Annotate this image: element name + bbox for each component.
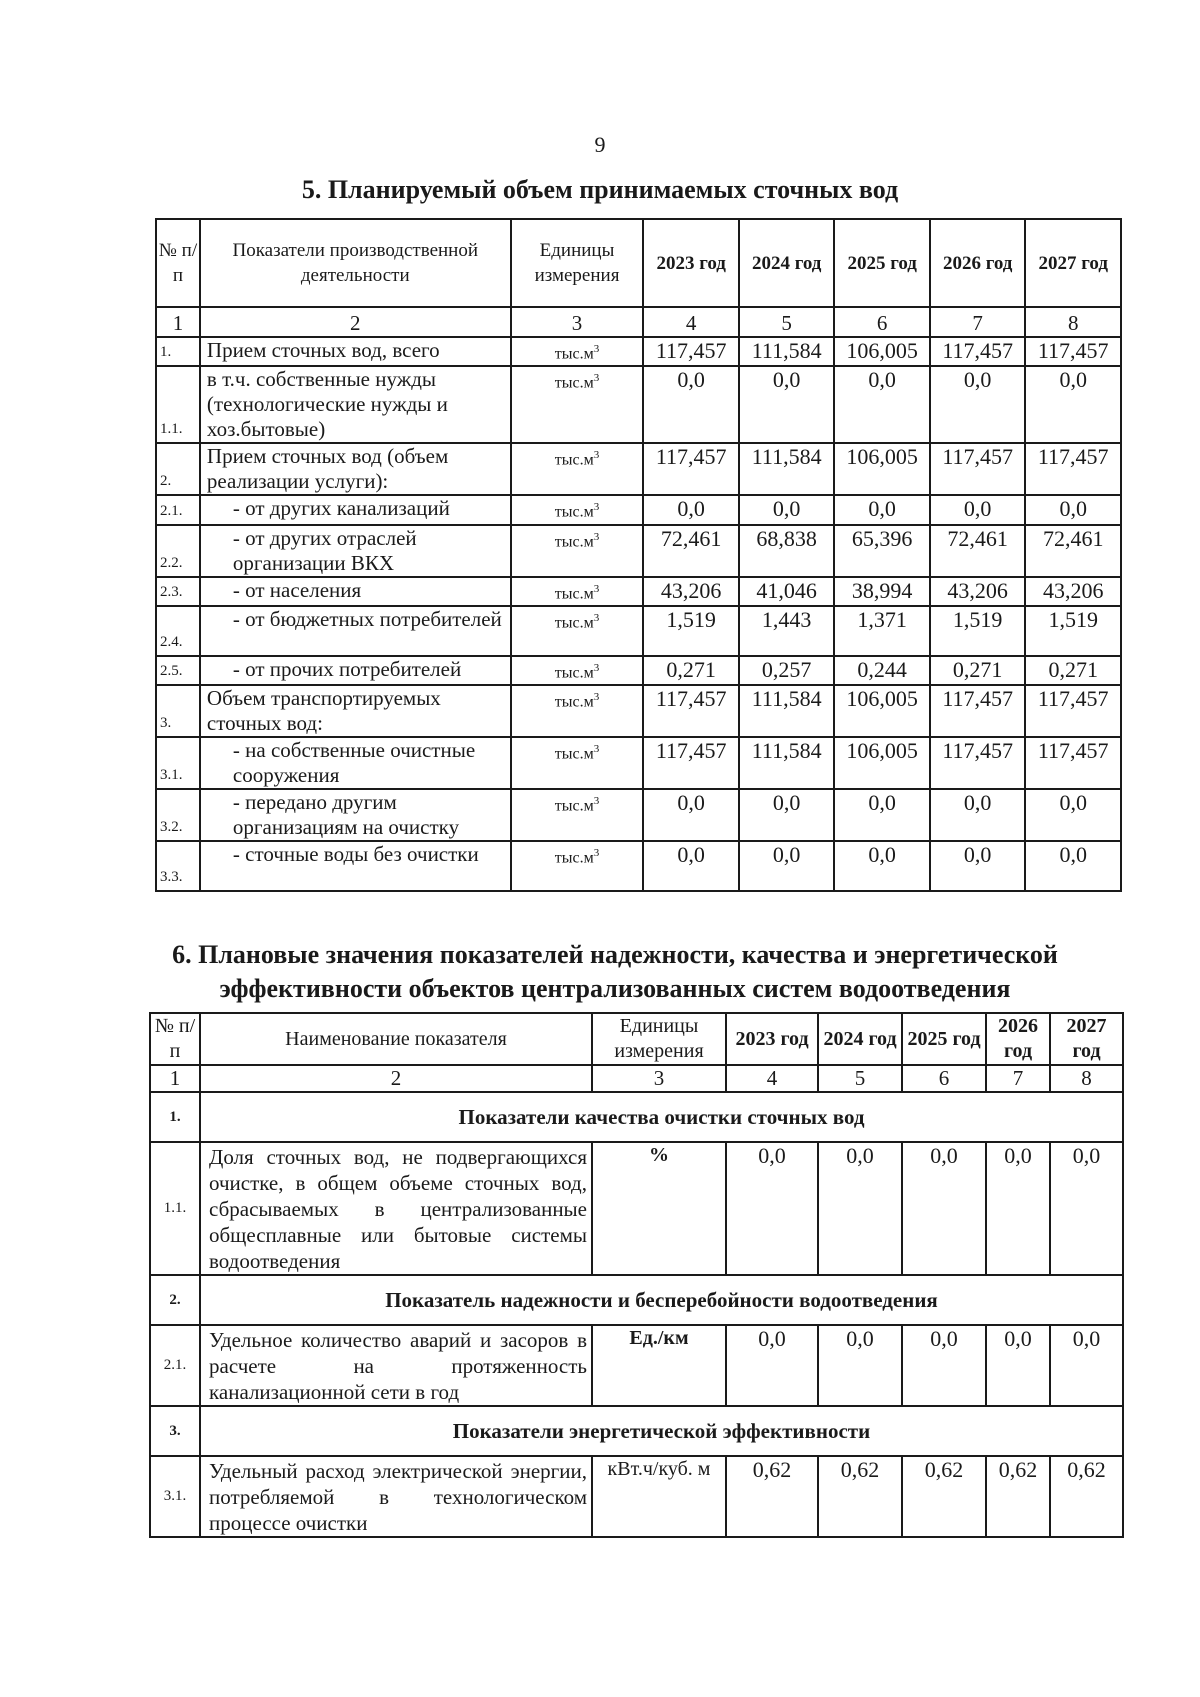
unit-superscript: 3 [593,691,600,704]
row-value: 1,371 [834,606,930,656]
row-indicator: Объем транспортируемых сточных вод: [200,685,511,737]
unit-base: тыс.м [554,614,594,632]
unit-superscript: 3 [593,530,600,543]
row-value: 0,0 [739,789,835,841]
row-value: 111,584 [739,337,835,366]
header-indicator: Показатели производственной деятельности [200,219,511,307]
header-year: 2025 год [902,1013,986,1065]
row-value: 1,443 [739,606,835,656]
row-value: 0,0 [902,1142,986,1275]
unit-base: тыс.м [554,532,594,550]
row-value: 72,461 [1025,525,1121,577]
column-number: 3 [511,307,644,337]
row-unit [511,495,644,524]
table-row [156,577,1121,606]
row-value: 72,461 [643,525,739,577]
row-indicator: - сточные воды без очистки [200,841,511,891]
unit-superscript: 3 [593,743,600,756]
row-value: 0,0 [643,495,739,524]
row-unit [511,656,644,685]
row-number: 1.1. [150,1142,200,1275]
row-value: 117,457 [1025,337,1121,366]
row-unit [511,337,644,366]
row-value: 0,0 [1025,366,1121,443]
row-number: 2.1. [150,1325,200,1406]
column-number: 5 [739,307,835,337]
row-value: 117,457 [643,337,739,366]
section5-title: 5. Планируемый объем принимаемых сточных вод [301,175,899,204]
row-value: 0,62 [1050,1456,1123,1537]
unit-superscript: 3 [593,611,600,624]
row-value: 0,62 [902,1456,986,1537]
row-indicator: Удельное количество аварий и засоров в расчете на протяженность канализационной сети в год [200,1325,592,1406]
row-value: 65,396 [834,525,930,577]
row-value: 0,0 [739,495,835,524]
row-number: 3.1. [156,737,200,789]
row-number: 3. [156,685,200,737]
row-value: 117,457 [1025,443,1121,495]
section-row [150,1092,1123,1142]
row-indicator: Прием сточных вод, всего [200,337,511,366]
row-value: 0,0 [1025,841,1121,891]
column-number: 8 [1025,307,1121,337]
section-number: 3. [150,1406,200,1456]
section-row [150,1406,1123,1456]
row-value: 117,457 [930,737,1026,789]
row-unit [511,577,644,606]
row-number: 2.4. [156,606,200,656]
column-number: 7 [986,1065,1050,1092]
row-value: 0,0 [834,789,930,841]
row-number: 2.1. [156,495,200,524]
unit-superscript: 3 [593,343,600,355]
page-number: 9 [594,132,606,157]
unit-base: тыс.м [554,503,594,521]
column-number: 6 [834,307,930,337]
row-value: 106,005 [834,737,930,789]
row-value: 0,271 [1025,656,1121,685]
column-number: 4 [726,1065,818,1092]
row-value: 0,0 [739,841,835,891]
header-unit: Единицы измерения [511,219,644,307]
row-value: 1,519 [1025,606,1121,656]
row-value: 0,0 [986,1142,1050,1275]
unit-base: тыс.м [554,849,594,867]
row-value: 0,0 [930,841,1026,891]
unit-base: тыс.м [554,664,594,682]
row-unit [511,737,644,789]
row-unit [511,525,644,577]
row-value: 111,584 [739,443,835,495]
table-header-row [150,1013,1123,1065]
column-number: 2 [200,1065,592,1092]
unit-superscript: 3 [593,661,600,674]
row-value: 38,994 [834,577,930,606]
header-year: 2027 год [1050,1013,1123,1065]
header-year: 2026 год [986,1013,1050,1065]
table-row [156,685,1121,737]
table-header-row [156,219,1121,307]
row-value: 117,457 [930,443,1026,495]
row-indicator: - от других отраслей организации ВКХ [200,525,511,577]
unit-base: тыс.м [554,584,594,602]
unit-superscript: 3 [593,501,600,514]
row-value: 43,206 [643,577,739,606]
row-unit [511,366,644,443]
row-value: 41,046 [739,577,835,606]
row-number: 3.3. [156,841,200,891]
section-number: 2. [150,1275,200,1325]
row-number: 1.1. [156,366,200,443]
row-value: 0,0 [1025,789,1121,841]
header-year: 2025 год [834,219,930,307]
header-num: № п/п [150,1013,200,1065]
unit-superscript: 3 [593,795,600,808]
unit-superscript: 3 [593,449,600,462]
row-value: 0,62 [986,1456,1050,1537]
unit-superscript: 3 [593,847,600,860]
row-value: 0,271 [930,656,1026,685]
table-row [156,606,1121,656]
row-value: 117,457 [930,337,1026,366]
row-value: 0,0 [726,1142,818,1275]
unit-base: тыс.м [554,374,594,392]
header-year: 2023 год [643,219,739,307]
table-row [156,366,1121,443]
row-value: 117,457 [930,685,1026,737]
section-title: Показатели качества очистки сточных вод [200,1092,1123,1142]
section-title: Показатель надежности и бесперебойности водоотведения [200,1275,1123,1325]
table-row [150,1142,1123,1275]
row-value: 0,257 [739,656,835,685]
row-value: 117,457 [643,737,739,789]
column-number: 1 [150,1065,200,1092]
unit-base: тыс.м [554,693,594,711]
row-indicator: в т.ч. собственные нужды (технологические нужды и хоз.бытовые) [200,366,511,443]
row-indicator: - от населения [200,577,511,606]
row-indicator: Прием сточных вод (объем реализации услуги): [200,443,511,495]
row-value: 117,457 [643,685,739,737]
table-row [156,789,1121,841]
row-value: 0,0 [986,1325,1050,1406]
table-row [156,841,1121,891]
unit-base: тыс.м [554,797,594,815]
row-value: 0,0 [834,366,930,443]
row-value: 106,005 [834,685,930,737]
header-year: 2026 год [930,219,1026,307]
column-number: 2 [200,307,511,337]
row-number: 2.2. [156,525,200,577]
unit-base: тыс.м [554,451,594,469]
table-row [156,525,1121,577]
header-year: 2027 год [1025,219,1121,307]
row-number: 3.1. [150,1456,200,1537]
row-value: 0,0 [1050,1325,1123,1406]
row-unit [511,606,644,656]
column-number: 7 [930,307,1026,337]
row-indicator: - от бюджетных потребителей [200,606,511,656]
unit-superscript: 3 [593,582,600,595]
column-number-row [150,1065,1123,1092]
row-unit [511,789,644,841]
table-row [156,495,1121,524]
section6-title: 6. Плановые значения показателей надежности, качества и энергетической эффективности объектов централизованных систем водоотведения [172,940,1058,1003]
row-number: 2.5. [156,656,200,685]
row-value: 0,0 [726,1325,818,1406]
row-value: 0,0 [818,1325,902,1406]
row-value: 1,519 [930,606,1026,656]
row-value: 0,0 [739,366,835,443]
header-year: 2024 год [818,1013,902,1065]
row-indicator: - передано другим организациям на очистку [200,789,511,841]
row-value: 0,0 [643,366,739,443]
header-indicator: Наименование показателя [200,1013,592,1065]
row-value: 0,0 [930,366,1026,443]
header-year: 2023 год [726,1013,818,1065]
section-number: 1. [150,1092,200,1142]
row-value: 0,62 [726,1456,818,1537]
row-value: 0,0 [1050,1142,1123,1275]
column-number: 6 [902,1065,986,1092]
row-value: 117,457 [1025,685,1121,737]
row-indicator: Удельный расход электрической энергии, потребляемой в технологическом процессе очистки [200,1456,592,1537]
row-value: 0,0 [643,789,739,841]
row-value: 1,519 [643,606,739,656]
row-unit [511,443,644,495]
reliability-indicators-table [149,1012,1124,1538]
row-value: 106,005 [834,443,930,495]
row-value: 0,0 [834,495,930,524]
row-value: 111,584 [739,685,835,737]
column-number-row [156,307,1121,337]
row-value: 0,271 [643,656,739,685]
table-row [156,737,1121,789]
row-value: 0,0 [1025,495,1121,524]
row-unit [511,685,644,737]
row-value: 0,0 [930,789,1026,841]
header-unit: Единицы измерения [592,1013,726,1065]
table-row [156,337,1121,366]
unit-base: тыс.м [554,745,594,763]
row-value: 106,005 [834,337,930,366]
table-row [156,443,1121,495]
column-number: 8 [1050,1065,1123,1092]
column-number: 4 [643,307,739,337]
row-number: 1. [156,337,200,366]
header-num: № п/п [156,219,200,307]
row-value: 117,457 [643,443,739,495]
row-value: 117,457 [1025,737,1121,789]
header-year: 2024 год [739,219,835,307]
column-number: 1 [156,307,200,337]
wastewater-volume-table [155,218,1122,892]
row-value: 0,0 [643,841,739,891]
row-number: 2. [156,443,200,495]
row-value: 0,244 [834,656,930,685]
table-row [156,656,1121,685]
table-row [150,1456,1123,1537]
row-unit: % [592,1142,726,1275]
row-value: 111,584 [739,737,835,789]
column-number: 3 [592,1065,726,1092]
section-title: Показатели энергетической эффективности [200,1406,1123,1456]
row-unit: кВт.ч/куб. м [592,1456,726,1537]
row-value: 0,0 [930,495,1026,524]
section-row [150,1275,1123,1325]
row-value: 43,206 [1025,577,1121,606]
row-value: 68,838 [739,525,835,577]
row-value: 0,0 [834,841,930,891]
row-indicator: Доля сточных вод, не подвергающихся очистке, в общем объеме сточных вод, сбрасываемых в централизованные общесплавные или бытовые системы водоотведения [200,1142,592,1275]
column-number: 5 [818,1065,902,1092]
row-unit [511,841,644,891]
unit-superscript: 3 [593,372,600,385]
row-value: 0,62 [818,1456,902,1537]
row-indicator: - на собственные очистные сооружения [200,737,511,789]
table-row [150,1325,1123,1406]
row-indicator: - от прочих потребителей [200,656,511,685]
row-value: 72,461 [930,525,1026,577]
row-value: 43,206 [930,577,1026,606]
row-value: 0,0 [818,1142,902,1275]
row-number: 3.2. [156,789,200,841]
row-value: 0,0 [902,1325,986,1406]
row-indicator: - от других канализаций [200,495,511,524]
row-unit: Ед./км [592,1325,726,1406]
unit-base: тыс.м [554,345,594,363]
row-number: 2.3. [156,577,200,606]
